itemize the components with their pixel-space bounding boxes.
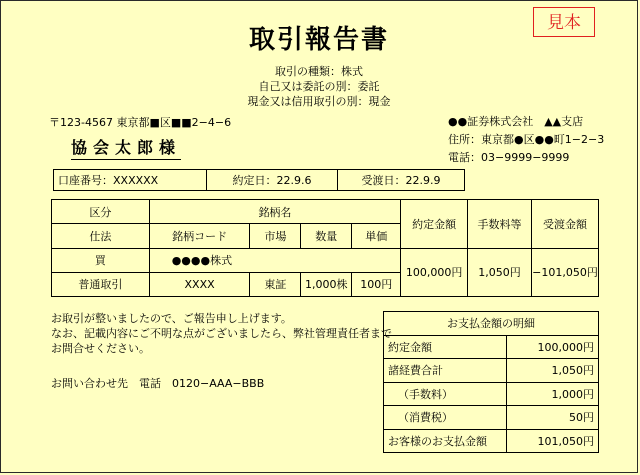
unit-price: 100円: [352, 272, 401, 296]
payment-value-contract: 100,000円: [507, 335, 599, 359]
payment-breakdown-table: [383, 311, 599, 453]
contract-amount: 100,000円: [401, 248, 468, 297]
contact-info: お問い合わせ先 電話 0120−AAA−BBB: [51, 377, 265, 390]
customer-address: 〒123-4567 東京都■区■■2−4−6: [49, 116, 232, 129]
buy-sell: 買: [52, 248, 150, 272]
document-title: 取引報告書: [248, 25, 389, 55]
quantity: 1,000株: [301, 272, 352, 296]
account-number: 口座番号：XXXXXX: [54, 170, 207, 191]
header-method: 仕法: [52, 224, 150, 248]
payment-title: お支払金額の明細: [384, 312, 599, 336]
payment-label-commission: （手数料）: [384, 382, 507, 406]
header-quantity: 数量: [301, 224, 352, 248]
header-security-name: 銘柄名: [149, 200, 400, 224]
notice-line-1: お取引が整いましたので、ご報告申し上げます。: [51, 312, 292, 325]
notice-line-3: お問合せください。: [51, 342, 150, 355]
header-kubun: 区分: [52, 200, 150, 224]
payment-label-expenses: 諸経費合計: [384, 359, 507, 383]
notice-line-2: なお、記載内容にご不明な点がございましたら、弊社管理責任者まで: [51, 327, 392, 340]
fee: 1,050円: [468, 248, 532, 297]
payment-label-total: お客様のお支払金額: [384, 429, 507, 453]
broker-phone: 電話：03−9999−9999: [448, 151, 570, 164]
market: 東証: [250, 272, 301, 296]
payment-value-expenses: 1,050円: [507, 359, 599, 383]
meta-cash-or-margin: 現金又は信用取引の別：現金: [247, 95, 391, 108]
trade-method: 普通取引: [52, 272, 150, 296]
payment-label-tax: （消費税）: [384, 406, 507, 430]
header-market: 市場: [250, 224, 301, 248]
payment-value-tax: 50円: [507, 406, 599, 430]
delivery-date: 受渡日：22.9.9: [338, 170, 465, 191]
customer-name: 協会太郎様: [71, 135, 181, 160]
meta-self-or-commission: 自己又は委託の別：委託: [258, 80, 380, 93]
header-contract-amount: 約定金額: [401, 200, 468, 249]
trade-table: [51, 199, 599, 297]
sample-stamp: 見本: [533, 7, 595, 37]
meta-trade-type: 取引の種類：株式: [275, 65, 363, 78]
payment-value-total: 101,050円: [507, 429, 599, 453]
security-code: XXXX: [149, 272, 250, 296]
header-settlement: 受渡金額: [531, 200, 598, 249]
payment-value-commission: 1,000円: [507, 382, 599, 406]
header-code: 銘柄コード: [149, 224, 250, 248]
header-fee: 手数料等: [468, 200, 532, 249]
broker-address: 住所：東京都●区●●町1−2−3: [448, 133, 605, 146]
account-info-table: [53, 169, 465, 191]
contract-date: 約定日：22.9.6: [207, 170, 338, 191]
broker-name: ●●証券株式会社 ▲▲支店: [448, 115, 584, 128]
header-unit-price: 単価: [352, 224, 401, 248]
settlement-amount: −101,050円: [531, 248, 598, 297]
security-name: ●●●●株式: [149, 248, 400, 272]
payment-label-contract: 約定金額: [384, 335, 507, 359]
